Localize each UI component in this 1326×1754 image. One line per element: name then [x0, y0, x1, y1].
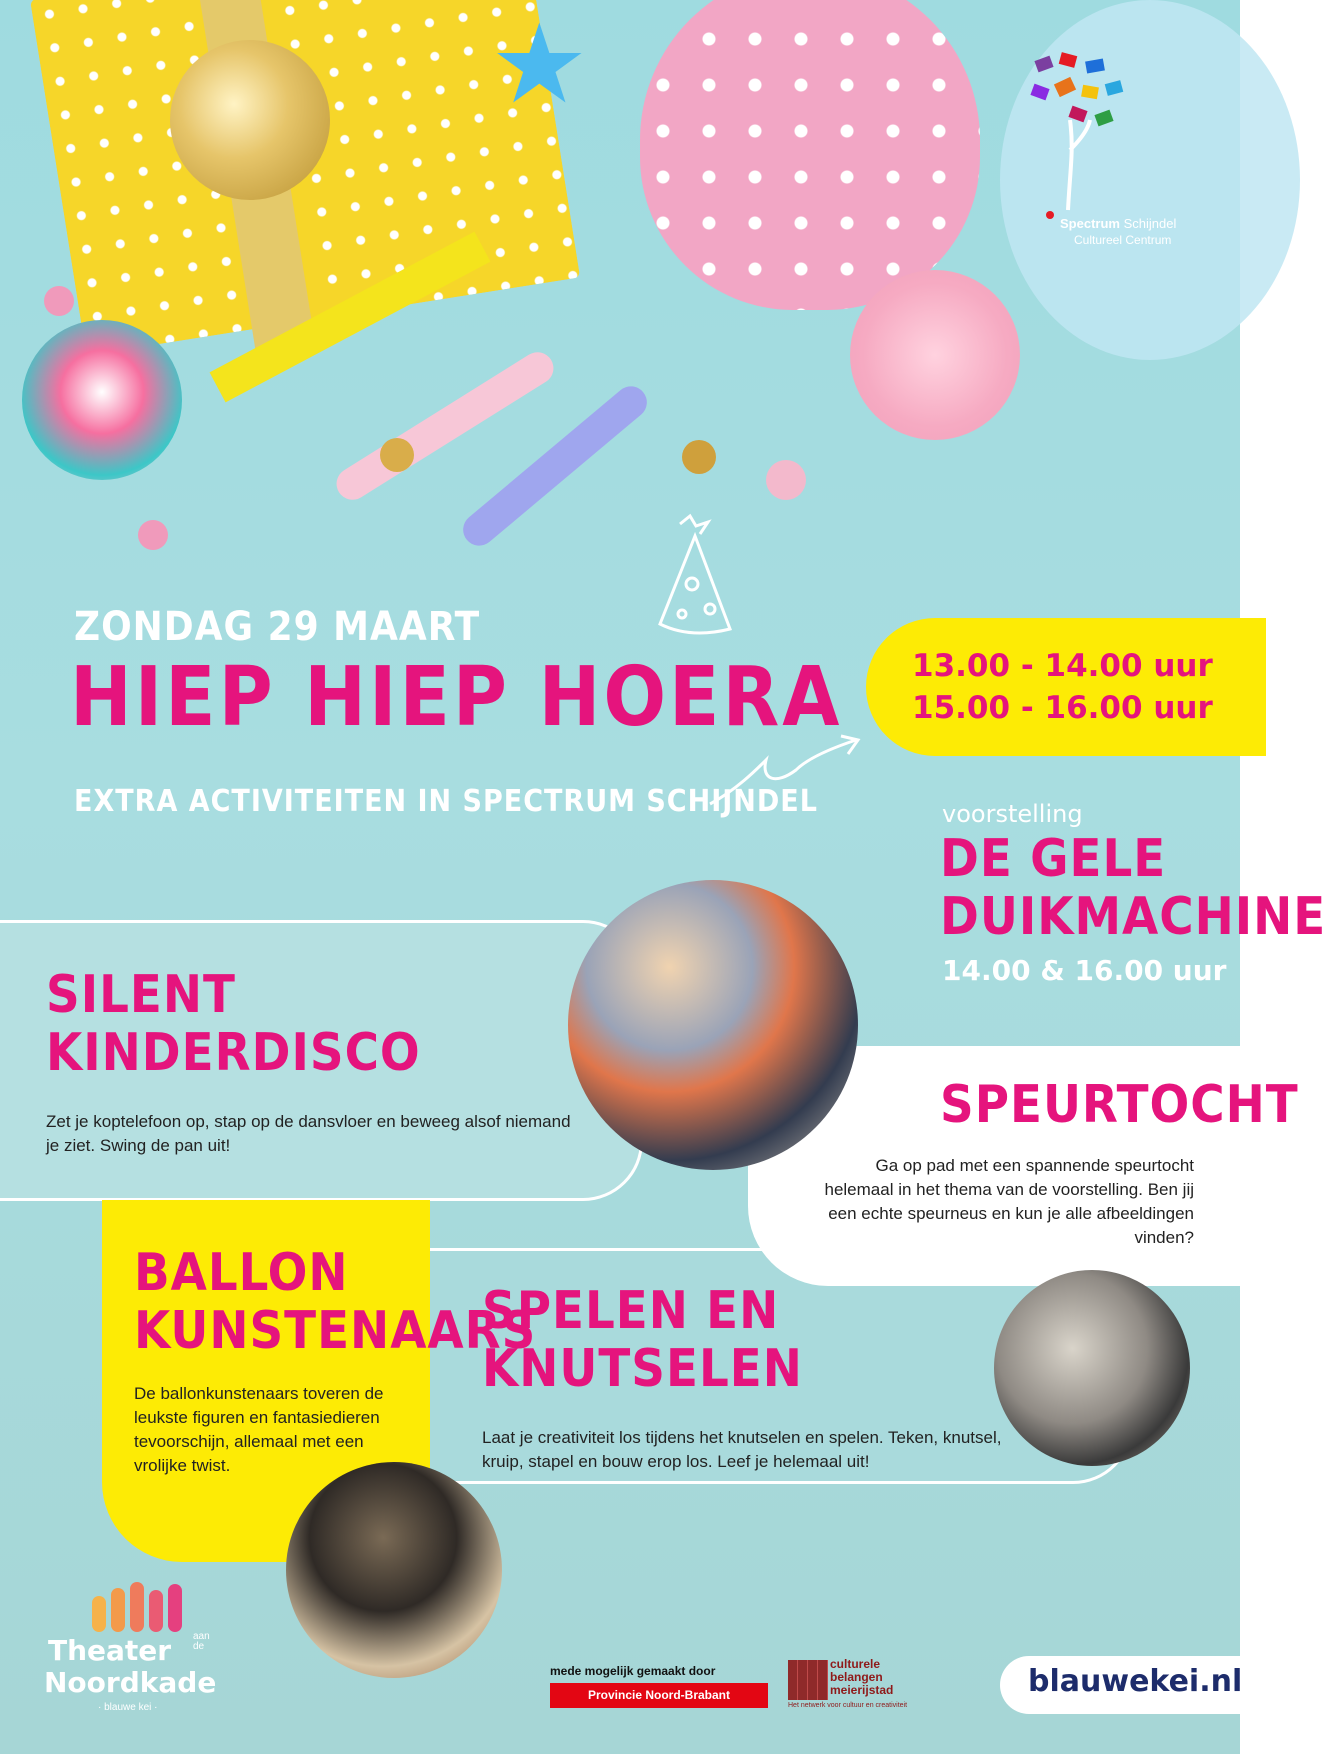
- spelen-title-line2: KNUTSELEN: [482, 1339, 803, 1399]
- speurtocht-title: SPEURTOCHT: [940, 1075, 1299, 1135]
- party-hat-image: [640, 0, 980, 310]
- spelen-title-line1: SPELEN EN: [482, 1281, 780, 1341]
- spectrum-tagline: Cultureel Centrum: [1074, 233, 1172, 247]
- theater-tag: · blauwe kei ·: [98, 1702, 158, 1713]
- confetti-dot: [380, 438, 414, 472]
- disco-title-line1: SILENT: [46, 965, 236, 1025]
- show-title-line2: DUIKMACHINE: [940, 887, 1326, 947]
- confetti-dot: [44, 286, 74, 316]
- confetti-dot: [682, 440, 716, 474]
- arrow-doodle-icon: [706, 730, 866, 810]
- spelen-text: Laat je creativiteit los tijdens het knutselen en spelen. Teken, knutsel, kruip, stapel en bouw erop los. Leef je helemaal uit!: [482, 1428, 1002, 1471]
- disco-photo: [568, 880, 858, 1170]
- show-title-line1: DE GELE: [940, 829, 1167, 889]
- theater-logo-bars-icon: [92, 1582, 182, 1632]
- paper-flower-image: [850, 270, 1020, 440]
- ballon-title-line1: BALLON: [134, 1243, 349, 1303]
- cbm-name: culturele belangen meierijstad: [830, 1657, 894, 1697]
- theater-name-line2: Noordkade: [44, 1666, 217, 1699]
- play-area-photo: [994, 1270, 1190, 1466]
- spectrum-name: Spectrum Schijndel: [1060, 216, 1177, 231]
- sponsor-label: mede mogelijk gemaakt door: [550, 1664, 716, 1678]
- provincie-logo: Provincie Noord-Brabant: [550, 1683, 768, 1708]
- schedule-slot-1: 13.00 - 14.00 uur: [912, 648, 1213, 684]
- schedule-pill: [866, 618, 1266, 756]
- gold-bow-image: [170, 40, 330, 200]
- schedule-slot-2: 15.00 - 16.00 uur: [912, 690, 1213, 726]
- event-date: ZONDAG 29 MAART: [74, 604, 481, 650]
- confetti-dot: [138, 520, 168, 550]
- disco-title-line2: KINDERDISCO: [46, 1023, 421, 1083]
- speurtocht-text: Ga op pad met een spannende speurtocht helemaal in het thema van de voorstelling. Ben jij een echte speurneus en kun je alle afbeeldingen vinden?: [824, 1156, 1194, 1247]
- star-icon: ★: [490, 3, 589, 126]
- ballon-text: De ballonkunstenaars toveren de leukste figuren en fantasiedieren tevoorschijn, allemaal met een vrolijke twist.: [134, 1384, 384, 1475]
- meringue-image: [22, 320, 182, 480]
- cbm-tagline: Het netwerk voor cultuur en creativiteit: [788, 1702, 908, 1709]
- website-link[interactable]: blauwekei.nl: [1028, 1664, 1243, 1699]
- theater-name-aan: aan de: [193, 1631, 210, 1652]
- event-subtitle: EXTRA ACTIVITEITEN IN SPECTRUM SCHIJNDEL: [74, 784, 818, 819]
- page-title: HIEP HIEP HOERA: [70, 650, 843, 745]
- disco-text: Zet je koptelefoon op, stap op de dansvloer en beweeg alsof niemand je ziet. Swing de pan uit!: [46, 1112, 571, 1155]
- balloon-artists-photo: [286, 1462, 502, 1678]
- confetti-dot: [766, 460, 806, 500]
- ballon-title-line2: KUNSTENAARS: [134, 1301, 537, 1361]
- cbm-logo-icon: [788, 1660, 828, 1700]
- show-times: 14.00 & 16.00 uur: [942, 954, 1227, 987]
- theater-name-line1: Theater: [48, 1634, 172, 1667]
- show-label: voorstelling: [942, 800, 1083, 828]
- party-hat-doodle-icon: [650, 514, 740, 654]
